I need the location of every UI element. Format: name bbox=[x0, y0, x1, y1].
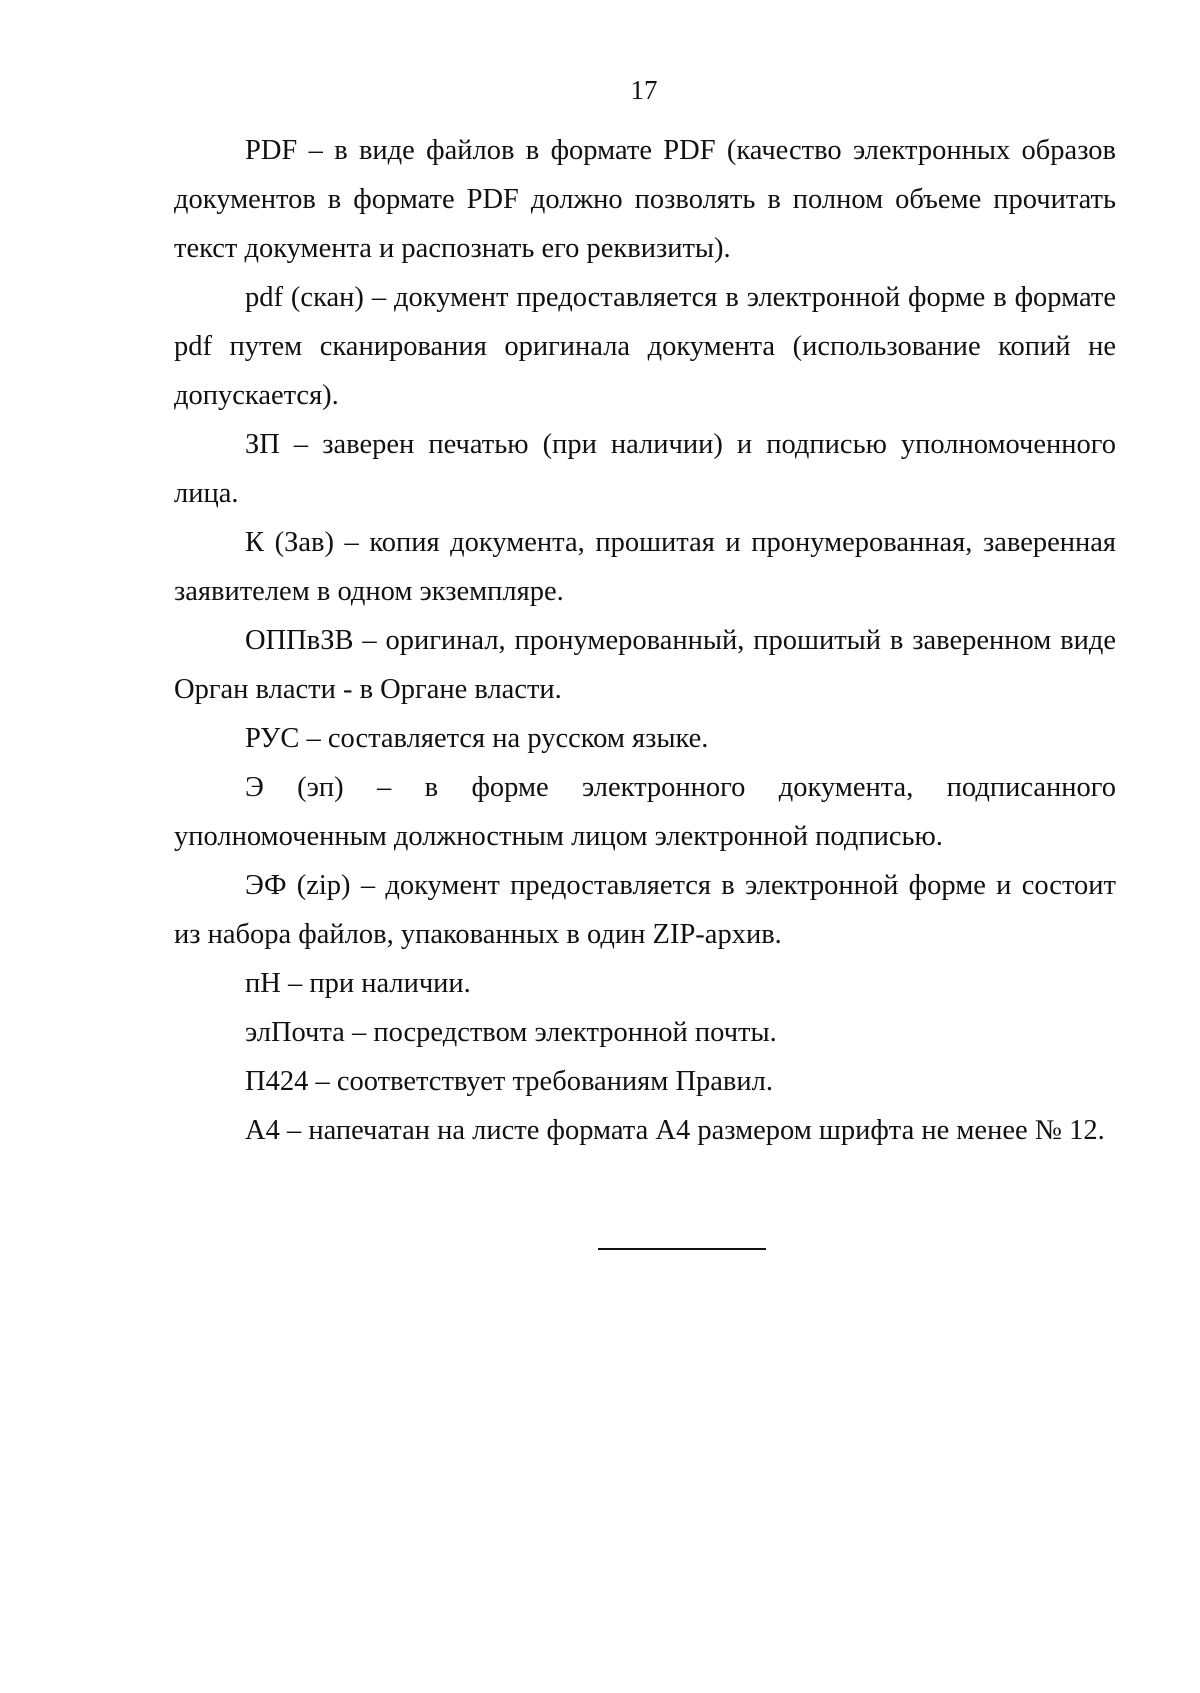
definition-pdf-scan: pdf (скан) – документ предоставляется в электронной форме в формате pdf путем сканирования оригинала документа (использование копий не допускается). bbox=[174, 282, 1116, 411]
definition-rus: РУС – составляется на русском языке. bbox=[245, 723, 709, 754]
definition-a4: А4 – напечатан на листе формата А4 размером шрифта не менее № 12. bbox=[245, 1115, 1105, 1146]
definition-k-zav: К (Зав) – копия документа, прошитая и пронумерованная, заверенная заявителем в одном экземпляре. bbox=[174, 527, 1116, 607]
definition-elpochta: элПочта – посредством электронной почты. bbox=[245, 1017, 777, 1048]
definition-zp: ЗП – заверен печатью (при наличии) и подписью уполномоченного лица. bbox=[174, 429, 1116, 509]
definition-e-ep: Э (эп) – в форме электронного документа, подписанного уполномоченным должностным лицом электронной подписью. bbox=[174, 772, 1116, 852]
definition-ef-zip: ЭФ (zip) – документ предоставляется в электронной форме и состоит из набора файлов, упакованных в один ZIP-архив. bbox=[174, 870, 1116, 950]
definition-oppvzv: ОППвЗВ – оригинал, пронумерованный, прошитый в заверенном виде Орган власти - в Органе власти. bbox=[174, 625, 1116, 705]
definition-pn: пН – при наличии. bbox=[245, 968, 471, 999]
definition-pdf: PDF – в виде файлов в формате PDF (качество электронных образов документов в формате PDF должно позволять в полном объеме прочитать текст документа и распознать его реквизиты). bbox=[174, 135, 1116, 264]
end-of-document-rule bbox=[598, 1248, 766, 1250]
definition-p424: П424 – соответствует требованиям Правил. bbox=[245, 1066, 773, 1097]
page-number: 17 bbox=[630, 75, 658, 105]
document-body bbox=[174, 126, 1116, 1155]
